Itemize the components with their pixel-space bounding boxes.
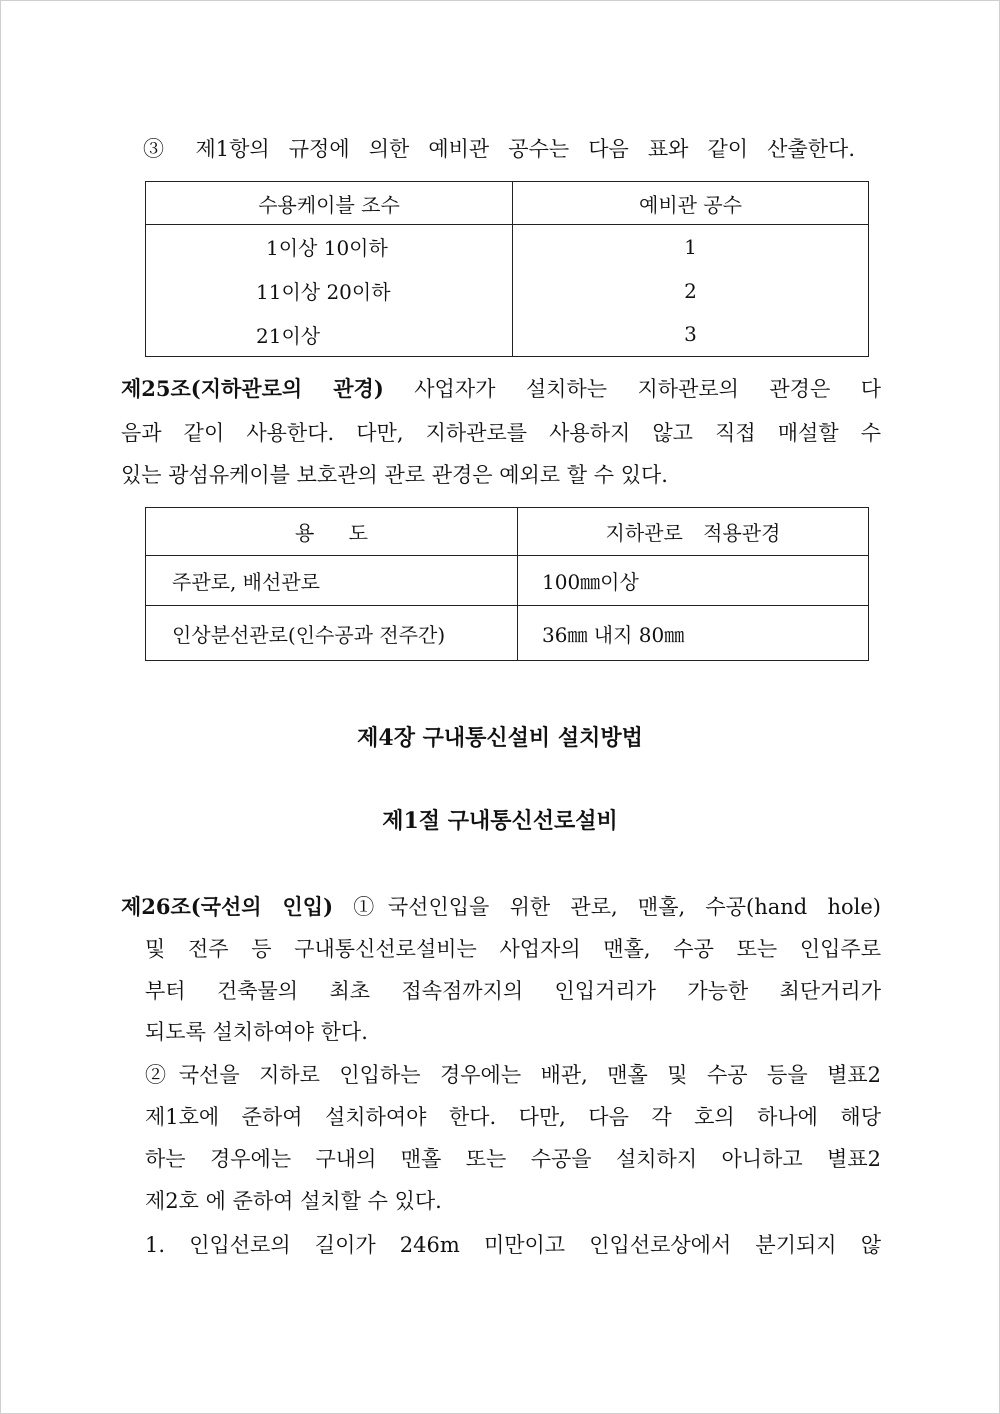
- article-25-line-2: 음과 같이 사용한다. 다만, 지하관로를 사용하지 않고 직접 매설할 수: [121, 421, 881, 445]
- table-cell: 11이상 20이하: [146, 269, 513, 313]
- article-26-line-7: 하는 경우에는 구내의 맨홀 또는 수공을 설치하지 아니하고 별표2: [145, 1147, 881, 1171]
- table-cell: 100㎜이상: [518, 556, 869, 606]
- pipe-diameter-table: [145, 507, 869, 661]
- table-cell: 인상분선관로(인수공과 전주간): [146, 606, 518, 661]
- table-cell: 3: [513, 313, 869, 357]
- article-26-title: 제26조(국선의 인입): [121, 894, 333, 919]
- article-25-title: 제25조(지하관로의 관경): [121, 376, 384, 401]
- table-cell: 2: [513, 269, 869, 313]
- section-title: [0, 806, 1000, 837]
- table-header-row: [146, 182, 869, 225]
- table-cell: 1: [513, 225, 869, 269]
- article-26-line-3: 부터 건축물의 최초 접속점까지의 인입거리가 가능한 최단거리가: [145, 979, 881, 1003]
- article-25-line-1: [121, 374, 881, 404]
- table-row: [146, 556, 869, 606]
- article-26-line-4: 되도록 설치하여야 한다.: [145, 1020, 368, 1044]
- article-26-line-5: ②국선을 지하로 인입하는 경우에는 배관, 맨홀 및 수공 등을 별표2: [145, 1063, 881, 1087]
- table-header-cell: 용 도: [146, 508, 518, 556]
- table-header-row: [146, 508, 869, 556]
- chapter-title: 제4장 구내통신설비 설치방법: [357, 725, 643, 751]
- table-cell: 36㎜ 내지 80㎜: [518, 606, 869, 661]
- table-header-cell: 예비관 공수: [513, 182, 869, 225]
- article-26-line-1: [121, 892, 881, 922]
- article-26-line-8: 제2호 에 준하여 설치할 수 있다.: [145, 1189, 442, 1213]
- article-26-line-6: 제1호에 준하여 설치하여야 한다. 다만, 다음 각 호의 하나에 해당: [145, 1105, 881, 1129]
- article-25-line-3: 있는 광섬유케이블 보호관의 관로 관경은 예외로 할 수 있다.: [121, 463, 668, 487]
- table-header-cell: 수용케이블 조수: [146, 182, 513, 225]
- table-cell: 1이상 10이하: [146, 225, 513, 269]
- table-header-cell: 지하관로 적용관경: [518, 508, 869, 556]
- table-cell: 21이상: [146, 313, 513, 357]
- section-title-text: 제1절 구내통신선로설비: [382, 808, 618, 834]
- table-row: [146, 313, 869, 357]
- table-row: [146, 225, 869, 269]
- spare-pipe-table: [145, 181, 869, 357]
- table-cell: 주관로, 배선관로: [146, 556, 518, 606]
- article-26-first-text: ①국선인입을 위한 관로, 맨홀, 수공(hand hole): [353, 895, 881, 919]
- table-row: [146, 606, 869, 661]
- article-25-text: 사업자가 설치하는 지하관로의 관경은 다: [414, 377, 882, 401]
- article-26-line-2: 및 전주 등 구내통신선로설비는 사업자의 맨홀, 수공 또는 인입주로: [145, 937, 881, 961]
- table-row: [146, 269, 869, 313]
- paragraph-3: ③ 제1항의 규정에 의한 예비관 공수는 다음 표와 같이 산출한다.: [143, 137, 855, 161]
- article-26-line-9: 1. 인입선로의 길이가 246m 미만이고 인입선로상에서 분기되지 않: [145, 1233, 881, 1257]
